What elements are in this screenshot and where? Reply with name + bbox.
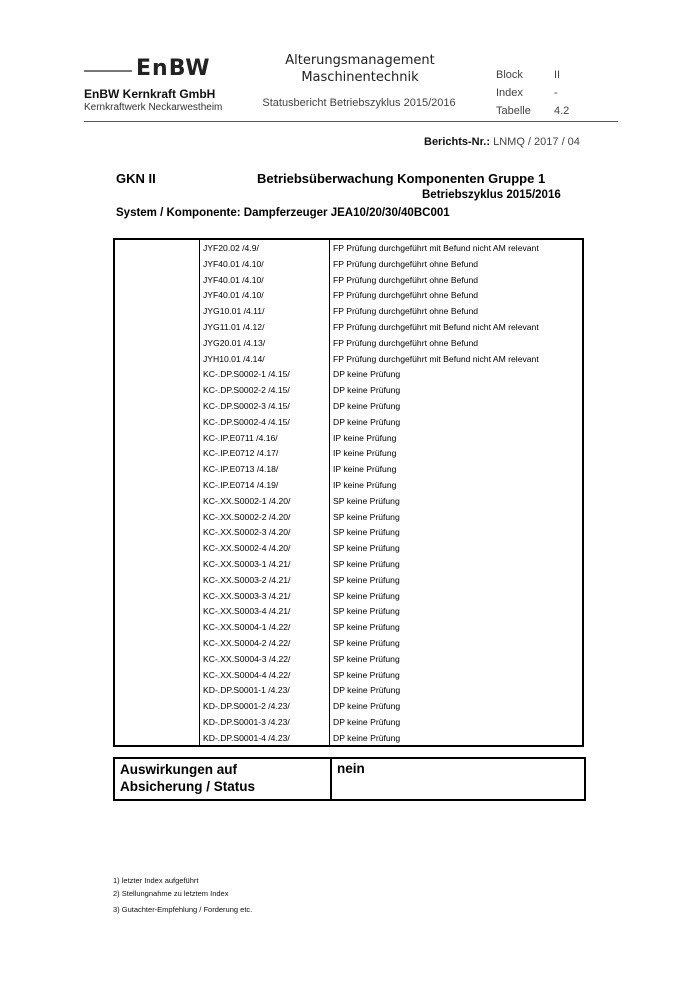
inspection-result: SP keine Prüfung bbox=[333, 653, 400, 664]
table-row bbox=[115, 414, 582, 430]
component-reference: KC-.XX.S0003-1 /4.21/ bbox=[203, 559, 291, 569]
component-reference: KC-.XX.S0004-3 /4.22/ bbox=[203, 653, 291, 664]
component-reference: KD-.DP.S0001-3 /4.23/ bbox=[203, 717, 290, 727]
component-reference: KC-.IP.E0712 /4.17/ bbox=[203, 448, 279, 459]
inspection-result: SP keine Prüfung bbox=[333, 606, 400, 617]
inspection-result: DP keine Prüfung bbox=[333, 732, 401, 743]
component-reference: JYF40.01 /4.10/ bbox=[203, 274, 264, 285]
table-row bbox=[115, 667, 582, 683]
status-label bbox=[120, 761, 255, 795]
inspection-table bbox=[113, 238, 584, 747]
table-row bbox=[115, 461, 582, 477]
inspection-result: FP Prüfung durchgeführt ohne Befund bbox=[333, 290, 479, 301]
inspection-result: FP Prüfung durchgeführt ohne Befund bbox=[333, 274, 479, 285]
component-reference: KC-.XX.S0002-3 /4.20/ bbox=[203, 527, 291, 538]
system-component: System / Komponente: Dampferzeuger JEA10/20/30/40BC001 bbox=[116, 207, 450, 219]
table-row bbox=[115, 730, 582, 746]
component-reference: JYF40.01 /4.10/ bbox=[203, 258, 264, 269]
component-reference: KC-.DP.S0002-2 /4.15/ bbox=[203, 385, 290, 396]
component-reference: KC-.XX.S0004-1 /4.22/ bbox=[203, 622, 291, 633]
meta-key: Block bbox=[496, 69, 523, 81]
header-divider bbox=[84, 121, 618, 122]
table-row bbox=[115, 287, 582, 303]
meta-key: Tabelle bbox=[496, 105, 531, 117]
table-row bbox=[115, 351, 582, 367]
component-reference: KC-.XX.S0002-4 /4.20/ bbox=[203, 543, 291, 554]
table-row bbox=[115, 714, 582, 730]
inspection-result: DP keine Prüfung bbox=[333, 369, 401, 380]
footnote: 3) Gutachter-Empfehlung / Forderung etc. bbox=[113, 905, 253, 914]
table-row bbox=[115, 240, 582, 256]
component-reference: KD-.DP.S0001-4 /4.23/ bbox=[203, 732, 290, 743]
inspection-result: SP keine Prüfung bbox=[333, 543, 400, 554]
table-row bbox=[115, 603, 582, 619]
table-row bbox=[115, 303, 582, 319]
inspection-result: IP keine Prüfung bbox=[333, 448, 397, 459]
inspection-result: FP Prüfung durchgeführt ohne Befund bbox=[333, 258, 479, 269]
component-reference: KC-.XX.S0004-4 /4.22/ bbox=[203, 669, 291, 680]
table-row bbox=[115, 572, 582, 588]
table-row bbox=[115, 509, 582, 525]
status-divider bbox=[330, 759, 332, 799]
table-row bbox=[115, 445, 582, 461]
component-reference: KD-.DP.S0001-2 /4.23/ bbox=[203, 701, 290, 712]
status-label-line1: Auswirkungen auf bbox=[120, 762, 238, 777]
inspection-result: SP keine Prüfung bbox=[333, 559, 400, 569]
report-number bbox=[424, 136, 580, 148]
inspection-result: SP keine Prüfung bbox=[333, 590, 400, 601]
table-row bbox=[115, 635, 582, 651]
component-reference: JYF20.02 /4.9/ bbox=[203, 243, 259, 253]
footnote: 1) letzter Index aufgeführt bbox=[113, 876, 199, 885]
component-reference: KC-.IP.E0714 /4.19/ bbox=[203, 480, 279, 490]
inspection-result: SP keine Prüfung bbox=[333, 511, 400, 522]
table-row bbox=[115, 335, 582, 351]
table-row bbox=[115, 366, 582, 382]
status-value: nein bbox=[337, 761, 365, 776]
inspection-result: IP keine Prüfung bbox=[333, 432, 397, 443]
footnote: 2) Stellungnahme zu letztem Index bbox=[113, 889, 229, 898]
component-reference: KC-.IP.E0713 /4.18/ bbox=[203, 464, 279, 475]
header-title-line1: Alterungsmanagement bbox=[285, 53, 435, 68]
inspection-result: DP keine Prüfung bbox=[333, 685, 401, 696]
inspection-result: FP Prüfung durchgeführt mit Befund nicht AM relevant bbox=[333, 322, 539, 332]
table-row bbox=[115, 698, 582, 714]
table-row bbox=[115, 619, 582, 635]
table-row bbox=[115, 682, 582, 698]
table-row bbox=[115, 382, 582, 398]
meta-value: - bbox=[554, 87, 558, 99]
component-reference: JYG10.01 /4.11/ bbox=[203, 306, 265, 317]
table-row bbox=[115, 556, 582, 572]
meta-value: 4.2 bbox=[554, 105, 570, 117]
table-row bbox=[115, 256, 582, 272]
component-reference: KC-.XX.S0002-1 /4.20/ bbox=[203, 495, 291, 506]
section-heading: Betriebsüberwachung Komponenten Gruppe 1 bbox=[257, 171, 546, 186]
component-reference: JYH10.01 /4.14/ bbox=[203, 353, 265, 364]
component-reference: JYF40.01 /4.10/ bbox=[203, 290, 264, 301]
table-row bbox=[115, 588, 582, 604]
table-row bbox=[115, 493, 582, 509]
inspection-result: DP keine Prüfung bbox=[333, 717, 401, 727]
inspection-result: IP keine Prüfung bbox=[333, 480, 397, 490]
component-reference: JYG11.01 /4.12/ bbox=[203, 322, 265, 332]
component-reference: KC-.DP.S0002-4 /4.15/ bbox=[203, 416, 290, 427]
header-title-line2: Maschinentechnik bbox=[301, 70, 419, 85]
table-row bbox=[115, 651, 582, 667]
component-reference: KC-.DP.S0002-1 /4.15/ bbox=[203, 369, 290, 380]
inspection-result: SP keine Prüfung bbox=[333, 669, 400, 680]
table-row bbox=[115, 477, 582, 493]
table-row bbox=[115, 398, 582, 414]
inspection-result: FP Prüfung durchgeführt mit Befund nicht AM relevant bbox=[333, 353, 539, 364]
status-box bbox=[113, 757, 586, 801]
component-reference: KD-.DP.S0001-1 /4.23/ bbox=[203, 685, 290, 696]
inspection-result: SP keine Prüfung bbox=[333, 574, 400, 585]
inspection-result: FP Prüfung durchgeführt ohne Befund bbox=[333, 337, 479, 348]
table-row bbox=[115, 540, 582, 556]
logo-line bbox=[84, 70, 132, 72]
inspection-result: DP keine Prüfung bbox=[333, 401, 401, 411]
table-row bbox=[115, 319, 582, 335]
component-reference: JYG20.01 /4.13/ bbox=[203, 337, 266, 348]
inspection-result: SP keine Prüfung bbox=[333, 527, 400, 538]
inspection-result: IP keine Prüfung bbox=[333, 464, 397, 475]
status-label-line2: Absicherung / Status bbox=[120, 779, 256, 794]
company-name: EnBW Kernkraft GmbH bbox=[84, 87, 216, 101]
component-reference: KC-.IP.E0711 /4.16/ bbox=[203, 432, 278, 443]
inspection-result: SP keine Prüfung bbox=[333, 495, 400, 506]
inspection-result: SP keine Prüfung bbox=[333, 622, 400, 633]
header-subtitle: Statusbericht Betriebszyklus 2015/2016 bbox=[262, 97, 456, 109]
component-reference: KC-.DP.S0002-3 /4.15/ bbox=[203, 401, 290, 411]
report-number-value: LNMQ / 2017 / 04 bbox=[493, 136, 580, 148]
operating-cycle: Betriebszyklus 2015/2016 bbox=[422, 189, 561, 201]
table-row bbox=[115, 524, 582, 540]
component-reference: KC-.XX.S0003-4 /4.21/ bbox=[203, 606, 291, 617]
inspection-result: FP Prüfung durchgeführt mit Befund nicht AM relevant bbox=[333, 243, 539, 253]
component-reference: KC-.XX.S0003-3 /4.21/ bbox=[203, 590, 291, 601]
table-row bbox=[115, 272, 582, 288]
inspection-result: DP keine Prüfung bbox=[333, 416, 401, 427]
inspection-result: DP keine Prüfung bbox=[333, 701, 401, 712]
component-reference: KC-.XX.S0002-2 /4.20/ bbox=[203, 511, 291, 522]
component-reference: KC-.XX.S0004-2 /4.22/ bbox=[203, 638, 291, 648]
inspection-result: FP Prüfung durchgeführt ohne Befund bbox=[333, 306, 479, 317]
report-number-label: Berichts-Nr.: bbox=[424, 136, 491, 148]
site-label: GKN II bbox=[116, 171, 156, 186]
meta-key: Index bbox=[496, 87, 523, 99]
component-reference: KC-.XX.S0003-2 /4.21/ bbox=[203, 574, 291, 585]
logo-text: EnBW bbox=[136, 56, 211, 81]
plant-name: Kernkraftwerk Neckarwestheim bbox=[84, 102, 223, 113]
table-row bbox=[115, 430, 582, 446]
inspection-result: DP keine Prüfung bbox=[333, 385, 401, 396]
inspection-result: SP keine Prüfung bbox=[333, 638, 400, 648]
meta-value: II bbox=[554, 69, 561, 81]
